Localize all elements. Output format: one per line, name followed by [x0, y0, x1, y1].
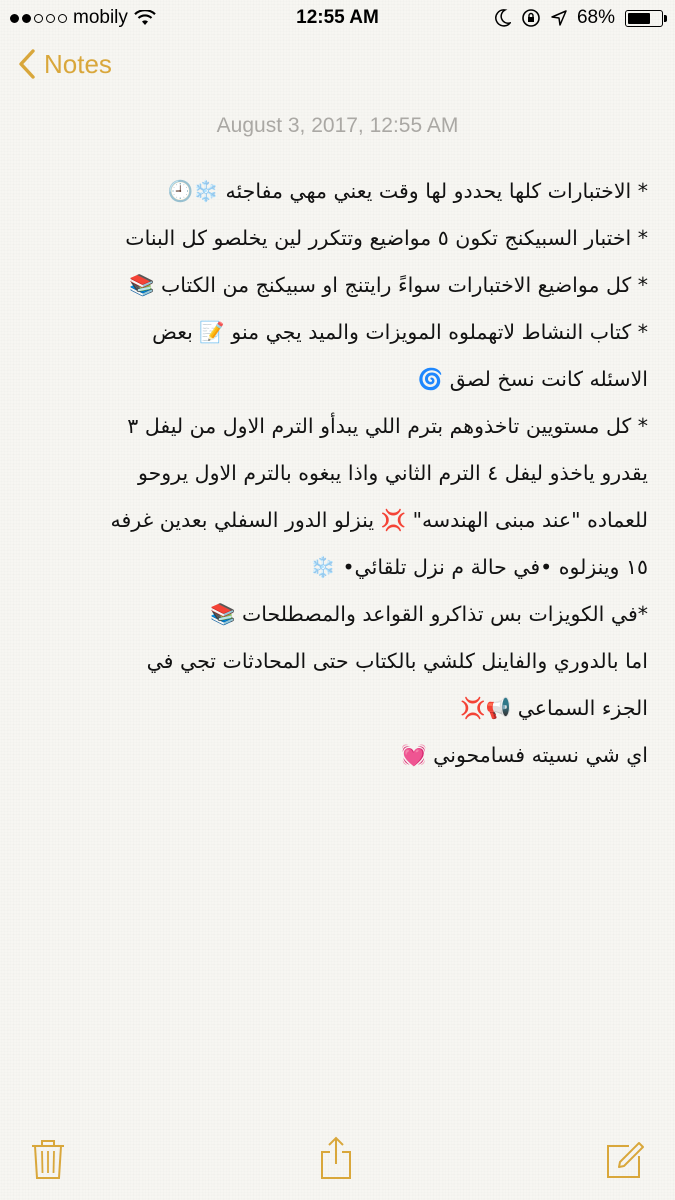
share-button[interactable] [318, 1136, 354, 1184]
back-label: Notes [44, 48, 112, 79]
orientation-lock-icon [521, 8, 541, 28]
moon-icon [495, 9, 511, 27]
battery-percent: 68% [576, 7, 615, 28]
note-line: الاسئله كانت نسخ لصق 🌀 [417, 367, 648, 391]
nav-bar [0, 40, 675, 100]
carrier-name: mobily [73, 7, 128, 28]
note-line: * اختبار السبيكنج تكون ٥ مواضيع وتتكرر لين يخلصو كل البنات [125, 226, 648, 250]
trash-icon [30, 1138, 66, 1180]
battery-icon [625, 10, 663, 27]
note-line: اما بالدوري والفاينل كلشي بالكتاب حتى المحادثات تجي في [146, 649, 648, 673]
status-right [495, 7, 663, 29]
note-line: ١٥ وينزلوه •في حالة م نزل تلقائي• ❄️ [310, 555, 648, 579]
note-date: August 3, 2017, 12:55 AM [216, 114, 459, 137]
note-line: * كتاب النشاط لاتهملوه المويزات والميد يجي منو 📝 بعض [152, 320, 648, 344]
share-icon [318, 1136, 354, 1180]
note-line: للعماده "عند مبنى الهندسه" 💢 ينزلو الدور السفلي بعدين غرفه [110, 508, 648, 532]
delete-button[interactable] [30, 1138, 66, 1184]
location-icon [551, 10, 567, 26]
note-line: * كل مستويين تاخذوهم بترم اللي يبدأو الترم الاول من ليفل ٣ [127, 414, 648, 438]
compose-button[interactable] [605, 1140, 645, 1184]
note-line: يقدرو ياخذو ليفل ٤ الترم الثاني واذا يبغوه بالترم الاول يروحو [137, 461, 648, 485]
note-line: اي شي نسيته فسامحوني 💓 [401, 743, 648, 767]
note-line: * كل مواضيع الاختبارات سواءً رايتنج او سبيكنج من الكتاب 📚 [128, 273, 648, 297]
note-body[interactable] [30, 168, 648, 779]
compose-icon [605, 1140, 645, 1180]
status-time: 12:55 AM [296, 7, 379, 28]
note-line: الجزء السماعي 📢💢 [460, 696, 648, 720]
note-line: * الاختبارات كلها يحددو لها وقت يعني مهي مفاجئه ❄️🕘 [167, 179, 648, 203]
note-line: *في الكويزات بس تذاكرو القواعد والمصطلحات 📚 [209, 602, 648, 626]
chevron-left-icon [18, 48, 36, 80]
back-button[interactable] [18, 48, 112, 80]
status-bar [0, 0, 675, 36]
bottom-toolbar [0, 1120, 675, 1200]
